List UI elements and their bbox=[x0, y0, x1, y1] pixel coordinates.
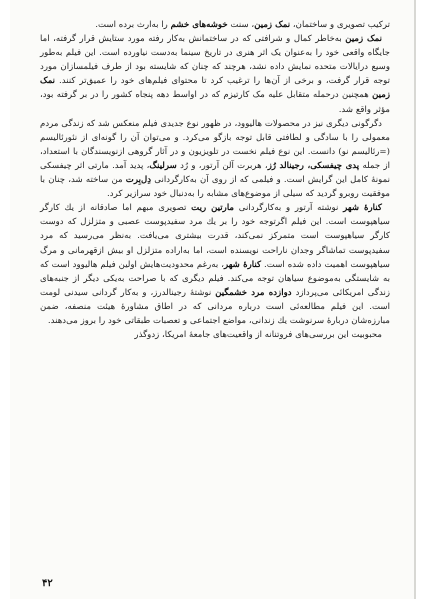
bold-title: کنارهٔ شهر bbox=[343, 203, 382, 214]
bold-title: پدی چیفسکی، رجینالد رُز bbox=[267, 160, 360, 171]
text-run: ، پدید آمد. مارتی اثر چیفسکی نمونهٔ کامل این گرایش است. و فیلمی که از روی آن به‌کارگردانی bbox=[40, 160, 390, 186]
paragraph bbox=[40, 32, 390, 117]
paragraph bbox=[40, 201, 390, 328]
text-run: نوشتهٔ رجینالدرز، و به‌کار گردانی سیدنی لومت است. این فیلم مطالعه‌ئی است درباره مردانی که در اطاق مشاورهٔ هیئت منصفه، ضمن مبارزه‌شان دربارهٔ سرنوشت یك زندانی، مواضع اجتماعی و تعصبات طبقاتی خود را بروز می‌دهند. bbox=[40, 287, 390, 326]
bold-title: کنارهٔ شهر bbox=[223, 259, 262, 270]
text-run: ، به‌رغم محدودیت‌هایش اولین فیلم هالیوود است که به‌ شایستگی به‌موضوع سیاهان توجه می‌کند. فیلم دیگری که با صراحت به‌یکی دیگر از جنبه‌های زندگی امریکائی می‌پردازد bbox=[40, 259, 390, 298]
text-run: را به‌ارث برده است. bbox=[95, 20, 171, 30]
body-text bbox=[40, 18, 390, 342]
book-page bbox=[10, 0, 416, 599]
paragraph bbox=[40, 117, 390, 202]
bold-title: خوشه‌های خشم bbox=[170, 20, 228, 30]
text-run: به‌خاطر کمال و شرافتی که در ساختمانش به‌کار رفته مورد ستایش قرار گرفته، اما جایگاه واقعی خود را به‌عنوان یک اثر هنری در تاریخ سینما به‌دست نیاورده است. این فیلم به‌طور وسیع درایالات متحده نمایش داده نشد، هرچند که چنان که شایسته بود از طرف فیلمسازان مورد توجه قرار گرفت، و برخی از آن‌ها را ترغیب کرد تا محتوای فیلم‌های خود را عمیق‌تر کنند. bbox=[40, 34, 390, 87]
paragraph bbox=[40, 18, 390, 32]
bold-title: نمک زمین bbox=[254, 20, 291, 30]
bold-title: دِل‌بِرت bbox=[125, 175, 152, 186]
bold-title: مارتین ریت bbox=[191, 203, 235, 214]
bold-title: نمک زمین bbox=[40, 76, 390, 101]
text-run: ، سنت bbox=[227, 20, 255, 30]
paragraph bbox=[40, 328, 390, 342]
text-run: ترکیب تصویری و ساختمان، bbox=[290, 20, 390, 30]
text-run: ، هربرت آلن آرتور، و رُد bbox=[176, 160, 268, 171]
text-run: همچنین درحمله متقابل علیه مک کارتیزم که در اواسط دهه پنجاه کشور را در بر گرفته بود، مؤثر واقع شد. bbox=[40, 90, 390, 115]
text-run: محبوبیت این بررسی‌های فروتنانه از واقعیت‌های جامعهٔ امریکا، زدوگذر bbox=[134, 330, 382, 341]
text-run: نوشته آرتور و به‌کارگردانی bbox=[234, 203, 344, 214]
bold-title: دوازده مرد خشمگین bbox=[215, 287, 292, 298]
bold-title: نمک زمین bbox=[345, 34, 382, 45]
bold-title: سرلینگ bbox=[149, 160, 177, 171]
text-run: من ساخته شد، چنان با موفقیت روبرو گردید که سیلی از موضوع‌های مشابه را به‌دنبال خود سرازیر کرد. bbox=[40, 175, 390, 200]
text-run: تصویری مبهم اما صادقانه از یك کارگر سیاهپوست است. این فیلم اگرتوجه خود را بر یك مرد سفیدپوست عصبی و متزلزل که دوست کارگر سیاهپوست است متمرکز نمی‌کند، قدرت بیشتری می‌یافت. به‌نظر می‌رسید که مرد سفیدپوست تماشاگر وجدان ناراحت نویسنده است، اما به‌اراده متزلزل او بیش ازقهرمانی و مرگ سیاهپوست اهمیت داده شده است. bbox=[40, 203, 390, 270]
text-run: دگرگونی دیگری نیز در محصولات هالیوود، در ظهور نوع جدیدی فیلم منعکس شد که زندگی مردم معمولی را با سادگی و لطافتی قابل توجه بازگو می‌کرد. و می‌توان آن را گونه‌ای از نئورئالیسم (=رئالیسم نو) دانست. این نوع فیلم نخست در تلویزیون و در آثار گروهی ازنویسندگان با استعداد، از جمله bbox=[40, 118, 391, 171]
page-number: ۴۲ bbox=[42, 578, 53, 589]
